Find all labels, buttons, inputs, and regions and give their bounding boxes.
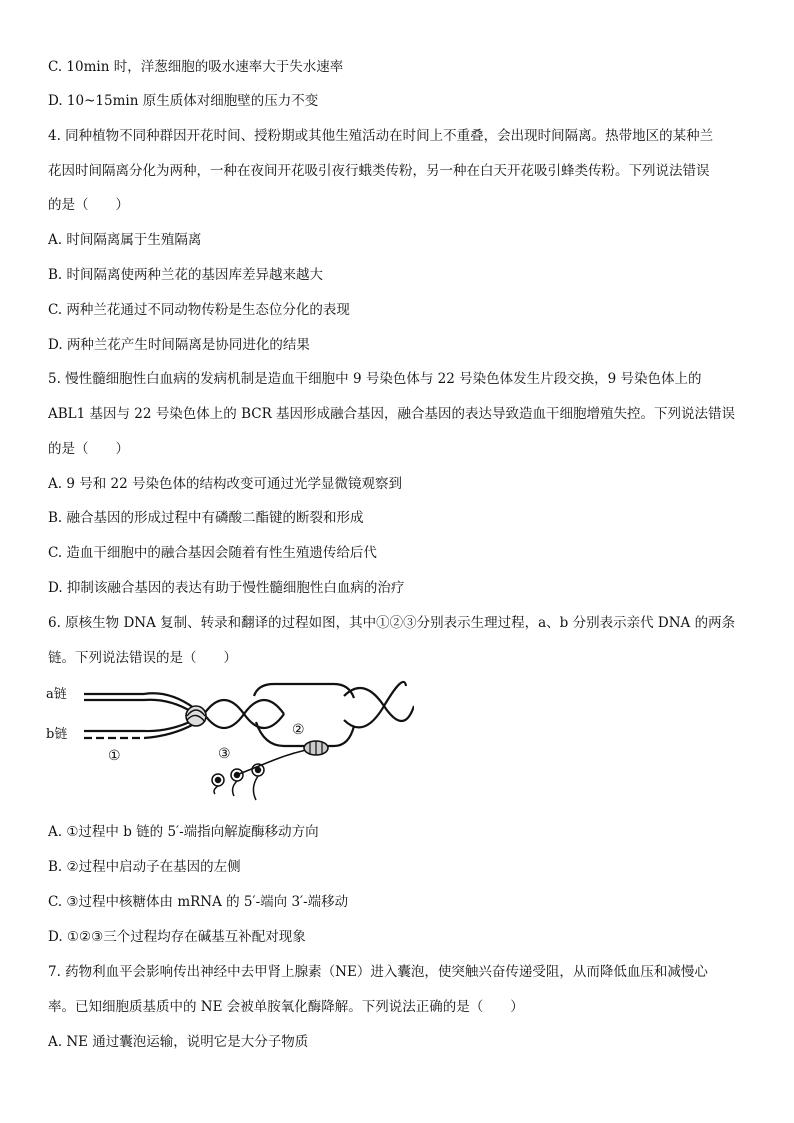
a-strand-label: a链 [46, 687, 67, 702]
question-7-stem-line1: 7. 药物利血平会影响传出神经中去甲肾上腺素（NE）进入囊泡，使突触兴奋传递受阻，从而降低血压和减慢心 [48, 964, 708, 980]
option-4b: B. 时间隔离使两种兰花的基因库差异越来越大 [48, 267, 324, 283]
helix-strand-lower-left [204, 700, 284, 728]
option-4c: C. 两种兰花通过不同动物传粉是生态位分化的表现 [48, 302, 350, 318]
question-5-stem-line2: ABL1 基因与 22 号染色体上的 BCR 基因形成融合基因，融合基因的表达导致造血干细胞增殖失控。下列说法错误 [48, 406, 736, 422]
option-7a: A. NE 通过囊泡运输，说明它是大分子物质 [48, 1034, 309, 1050]
option-5b: B. 融合基因的形成过程中有磷酸二酯键的断裂和形成 [48, 510, 364, 526]
bubble-upper [254, 684, 354, 698]
question-6-stem-line2: 链。下列说法错误的是（ ） [48, 650, 237, 666]
question-5-stem-line3: 的是（ ） [48, 441, 129, 457]
option-3c: C. 10min 时，洋葱细胞的吸水速率大于失水速率 [48, 59, 344, 75]
option-5d: D. 抑制该融合基因的表达有助于慢性髓细胞性白血病的治疗 [48, 580, 405, 596]
question-6-stem-line1: 6. 原核生物 DNA 复制、转录和翻译的过程如图，其中①②③分别表示生理过程，a、b 分别表示亲代 DNA 的两条 [48, 615, 736, 631]
b-strand-label: b链 [46, 727, 68, 742]
process-1-marker: ① [108, 748, 121, 764]
option-6b: B. ②过程中启动子在基因的左侧 [48, 859, 241, 875]
option-5a: A. 9 号和 22 号染色体的结构改变可通过光学显微镜观察到 [48, 476, 402, 492]
b-strand-fork [144, 720, 194, 731]
option-6d: D. ①②③三个过程均存在碱基互补配对现象 [48, 929, 306, 945]
question-4-stem-line3: 的是（ ） [48, 197, 129, 213]
helix-strand-right-a [344, 688, 414, 721]
helicase-icon [186, 706, 206, 726]
option-6c: C. ③过程中核糖体由 mRNA 的 5′-端向 3′-端移动 [48, 894, 349, 910]
option-5c: C. 造血干细胞中的融合基因会随着有性生殖遗传给后代 [48, 545, 377, 561]
process-3-marker: ③ [218, 746, 231, 762]
option-4d: D. 两种兰花产生时间隔离是协同进化的结果 [48, 337, 310, 353]
question-4-stem-line1: 4. 同种植物不同种群因开花时间、授粉期或其他生殖活动在时间上不重叠，会出现时间隔离。热带地区的某种兰 [48, 128, 714, 144]
process-2-marker: ② [292, 722, 305, 738]
mrna-chain [234, 748, 316, 776]
option-4a: A. 时间隔离属于生殖隔离 [48, 232, 202, 248]
option-6a: A. ①过程中 b 链的 5′-端指向解旋酶移动方向 [48, 824, 319, 840]
rna-polymerase-icon [304, 741, 328, 755]
option-3d: D. 10~15min 原生质体对细胞壁的压力不变 [48, 93, 319, 109]
dna-replication-figure [44, 676, 414, 806]
ribosomes-icon [212, 764, 264, 800]
question-7-stem-line2: 率。已知细胞质基质中的 NE 会被单胺氧化酶降解。下列说法正确的是（ ） [48, 999, 524, 1015]
question-4-stem-line2: 花因时间隔离分化为两种，一种在夜间开花吸引夜行蛾类传粉，另一种在白天开花吸引蜂类传粉。下列说法错误 [48, 163, 710, 179]
question-5-stem-line1: 5. 慢性髓细胞性白血病的发病机制是造血干细胞中 9 号染色体与 22 号染色体发生片段交换，9 号染色体上的 [48, 371, 702, 387]
